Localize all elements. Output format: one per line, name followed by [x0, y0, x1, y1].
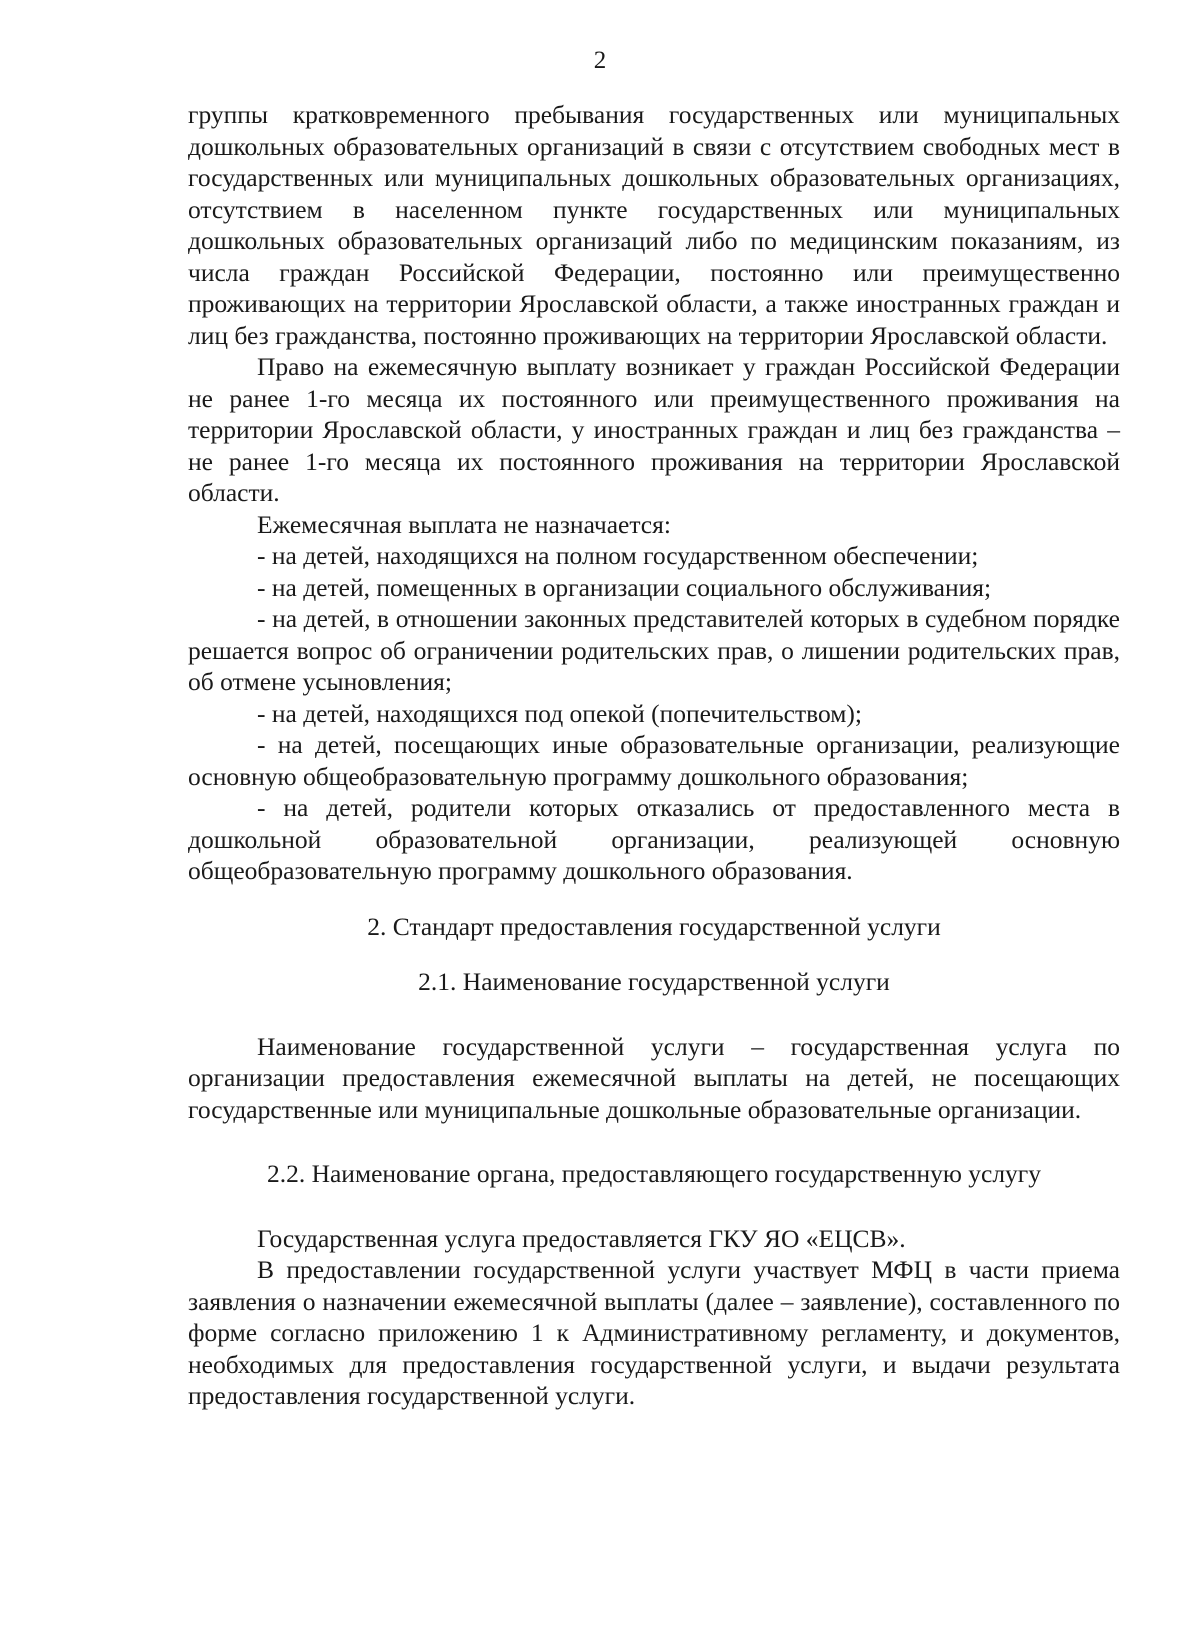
list-item: - на детей, в отношении законных представителей которых в судебном порядке решается вопрос об ограничении родительских прав, о лишении родительских прав, об отмене усыновления; [188, 604, 1120, 696]
section-2-2-text: В предоставлении государственной услуги участвует МФЦ в части приема заявления о назначении ежемесячной выплаты (далее – заявление), составленного по форме согласно приложению 1 к Административному регламенту, и документов, необходимых для предоставления государственной услуги, и выдачи результата предоставления государственной услуги. [188, 1255, 1120, 1410]
list-item: - на детей, находящихся под опекой (попечительством); [257, 698, 862, 728]
paragraph-not-assigned-intro: Ежемесячная выплата не назначается: [257, 509, 671, 539]
list-item: - на детей, посещающих иные образовательные организации, реализующие основную общеобразовательную программу дошкольного образования; [188, 730, 1120, 791]
section-2-2-text: Государственная услуга предоставляется ГКУ ЯО «ЕЦСВ». [257, 1223, 906, 1253]
section-2-1-text: Наименование государственной услуги – государственная услуга по организации предоставления ежемесячной выплаты на детей, не посещающих государственные или муниципальные дошкольные образовательные организации. [188, 1031, 1120, 1124]
spacer [188, 1125, 1120, 1158]
spacer [188, 1190, 1120, 1223]
section-2-1-heading: 2.1. Наименование государственной услуги [418, 967, 890, 996]
spacer [188, 998, 1120, 1031]
document-body [188, 99, 1120, 1412]
list-item: - на детей, родители которых отказались от предоставленного места в дошкольной образовательной организации, реализующей основную общеобразовательную программу дошкольного образования. [188, 793, 1120, 885]
list-item: - на детей, находящихся на полном государственном обеспечении; [257, 541, 979, 570]
spacer [188, 942, 1120, 966]
section-2-2-heading: 2.2. Наименование органа, предоставляющего государственную услугу [266, 1159, 1042, 1188]
paragraph-entitlement: Право на ежемесячную выплату возникает у граждан Российской Федерации не ранее 1-го месяца их постоянного или преимущественного проживания на территории Ярославской области, у иностранных граждан и лиц без гражданства – не ранее 1-го месяца их постоянного проживания на территории Ярославской области. [188, 352, 1120, 507]
list-item: - на детей, помещенных в организации социального обслуживания; [257, 572, 992, 602]
section-2-heading: 2. Стандарт предоставления государственной услуги [367, 911, 941, 941]
paragraph-continuation: группы кратковременного пребывания государственных или муниципальных дошкольных образовательных организаций в связи с отсутствием свободных мест в государственных или муниципальных дошкольных образовательных организациях, отсутствием в населенном пункте государственных или муниципальных дошкольных образовательных организаций либо по медицинским показаниям, из числа граждан Российской Федерации, постоянно или преимущественно проживающих на территории Ярославской области, а также иностранных граждан и лиц без гражданства, постоянно проживающих на территории Ярославской области. [188, 100, 1120, 350]
spacer [188, 887, 1120, 911]
page-number: 2 [593, 47, 607, 74]
